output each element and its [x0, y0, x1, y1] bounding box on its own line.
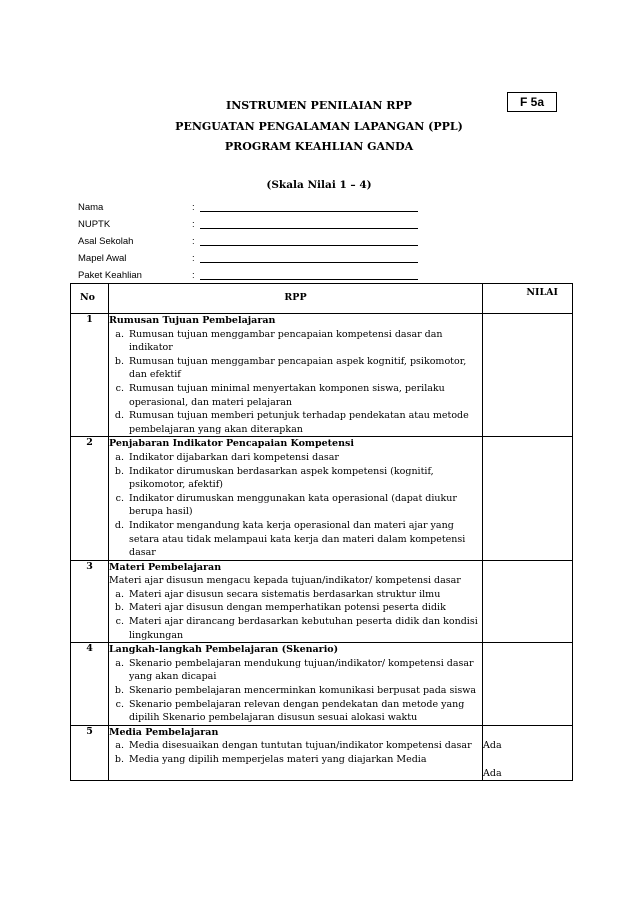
list-item: a. Rumusan tujuan menggambar pencapaian kompetensi dasar dan indikator — [127, 328, 482, 355]
list-item: a. Materi ajar disusun secara sistematis berdasarkan struktur ilmu — [127, 588, 482, 602]
section-title: Materi Pembelajaran — [109, 561, 222, 573]
list-item: c. Skenario pembelajaran relevan dengan pendekatan dan metode yang dipilih Skenario pembelajaran disusun sesuai alokasi waktu — [127, 698, 482, 725]
section-title: Media Pembelajaran — [109, 726, 219, 738]
score-cell[interactable] — [483, 314, 573, 437]
list-item: c. Materi ajar dirancang berdasarkan kebutuhan peserta didik dan kondisi lingkungan — [127, 615, 482, 642]
list-item: b. Skenario pembelajaran mencerminkan komunikasi berpusat pada siswa — [127, 684, 482, 698]
list-item: d. Rumusan tujuan memberi petunjuk terhadap pendekatan atau metode pembelajaran yang akan diterapkan — [127, 409, 482, 436]
score-cell[interactable] — [483, 643, 573, 726]
field-label: NUPTK — [78, 219, 111, 230]
field-label: Paket Keahlian — [78, 270, 142, 281]
criteria-list — [109, 657, 482, 725]
row-content — [109, 437, 483, 560]
field-asal-sekolah — [78, 234, 438, 250]
row-number: 5 — [71, 725, 109, 780]
score-value: Ada — [483, 767, 502, 779]
table-row — [71, 314, 573, 437]
score-cell[interactable] — [483, 725, 573, 780]
list-item: b. Materi ajar disusun dengan memperhatikan potensi peserta didik — [127, 601, 482, 615]
list-item: b. Rumusan tujuan menggambar pencapaian aspek kognitif, psikomotor, dan efektif — [127, 355, 482, 382]
header-nilai: NILAI — [483, 284, 573, 314]
score-cell[interactable] — [483, 560, 573, 643]
scale-note: (Skala Nilai 1 – 4) — [266, 179, 372, 191]
field-colon: : — [192, 236, 195, 247]
spacer — [483, 753, 572, 767]
header-no: No — [71, 284, 109, 314]
field-paket-keahlian — [78, 268, 438, 284]
program-title: PROGRAM KEAHLIAN GANDA — [224, 140, 414, 153]
spacer — [483, 726, 572, 740]
table-row — [71, 437, 573, 560]
table-header-row — [71, 284, 573, 314]
field-nama — [78, 200, 438, 216]
row-number: 3 — [71, 560, 109, 643]
field-mapel-awal — [78, 251, 438, 267]
document-subtitle: PENGUATAN PENGALAMAN LAPANGAN (PPL) — [175, 120, 463, 133]
fill-line[interactable] — [200, 211, 418, 212]
list-item: b. Media yang dipilih memperjelas materi yang diajarkan Media — [127, 753, 482, 767]
header-rpp: RPP — [109, 284, 483, 314]
rpp-assessment-table — [70, 283, 573, 781]
score-cell[interactable] — [483, 437, 573, 560]
criteria-list — [109, 328, 482, 437]
list-item: a. Media disesuaikan dengan tuntutan tujuan/indikator kompetensi dasar — [127, 739, 482, 753]
list-item: d. Indikator mengandung kata kerja operasional dan materi ajar yang setara atau tidak melampaui kata kerja dan materi dalam kompetensi dasar — [127, 519, 482, 560]
field-colon: : — [192, 253, 195, 264]
criteria-list — [109, 451, 482, 560]
fill-line[interactable] — [200, 279, 418, 280]
section-title: Penjabaran Indikator Pencapaian Kompetensi — [109, 438, 354, 450]
fill-line[interactable] — [200, 262, 418, 263]
list-item: a. Indikator dijabarkan dari kompetensi dasar — [127, 451, 482, 465]
row-content — [109, 725, 483, 780]
score-value: Ada — [483, 740, 502, 752]
table-row — [71, 643, 573, 726]
list-item: a. Skenario pembelajaran mendukung tujuan/indikator/ kompetensi dasar yang akan dicapai — [127, 657, 482, 684]
criteria-list — [109, 739, 482, 766]
criteria-list — [109, 588, 482, 642]
list-item: c. Rumusan tujuan minimal menyertakan komponen siswa, perilaku operasional, dan materi pelajaran — [127, 382, 482, 409]
row-content — [109, 314, 483, 437]
list-item: b. Indikator dirumuskan berdasarkan aspek kompetensi (kognitif, psikomotor, afektif) — [127, 465, 482, 492]
form-code-box: F 5a — [507, 92, 557, 112]
field-label: Asal Sekolah — [78, 236, 134, 247]
row-number: 2 — [71, 437, 109, 560]
row-number: 4 — [71, 643, 109, 726]
field-colon: : — [192, 202, 195, 213]
field-colon: : — [192, 219, 195, 230]
row-number: 1 — [71, 314, 109, 437]
section-title: Langkah-langkah Pembelajaran (Skenario) — [109, 644, 339, 656]
section-title: Rumusan Tujuan Pembelajaran — [109, 315, 276, 326]
field-label: Mapel Awal — [78, 253, 127, 264]
field-colon: : — [192, 270, 195, 281]
section-intro: Materi ajar disusun mengacu kepada tujuan/indikator/ kompetensi dasar — [109, 575, 461, 587]
list-item: c. Indikator dirumuskan menggunakan kata operasional (dapat diukur berupa hasil) — [127, 492, 482, 519]
row-content — [109, 560, 483, 643]
document-title: INSTRUMEN PENILAIAN RPP — [226, 99, 412, 112]
fill-line[interactable] — [200, 228, 418, 229]
field-label: Nama — [78, 202, 104, 213]
row-content — [109, 643, 483, 726]
table-row — [71, 725, 573, 780]
field-nuptk — [78, 217, 438, 233]
fill-line[interactable] — [200, 245, 418, 246]
table-row — [71, 560, 573, 643]
